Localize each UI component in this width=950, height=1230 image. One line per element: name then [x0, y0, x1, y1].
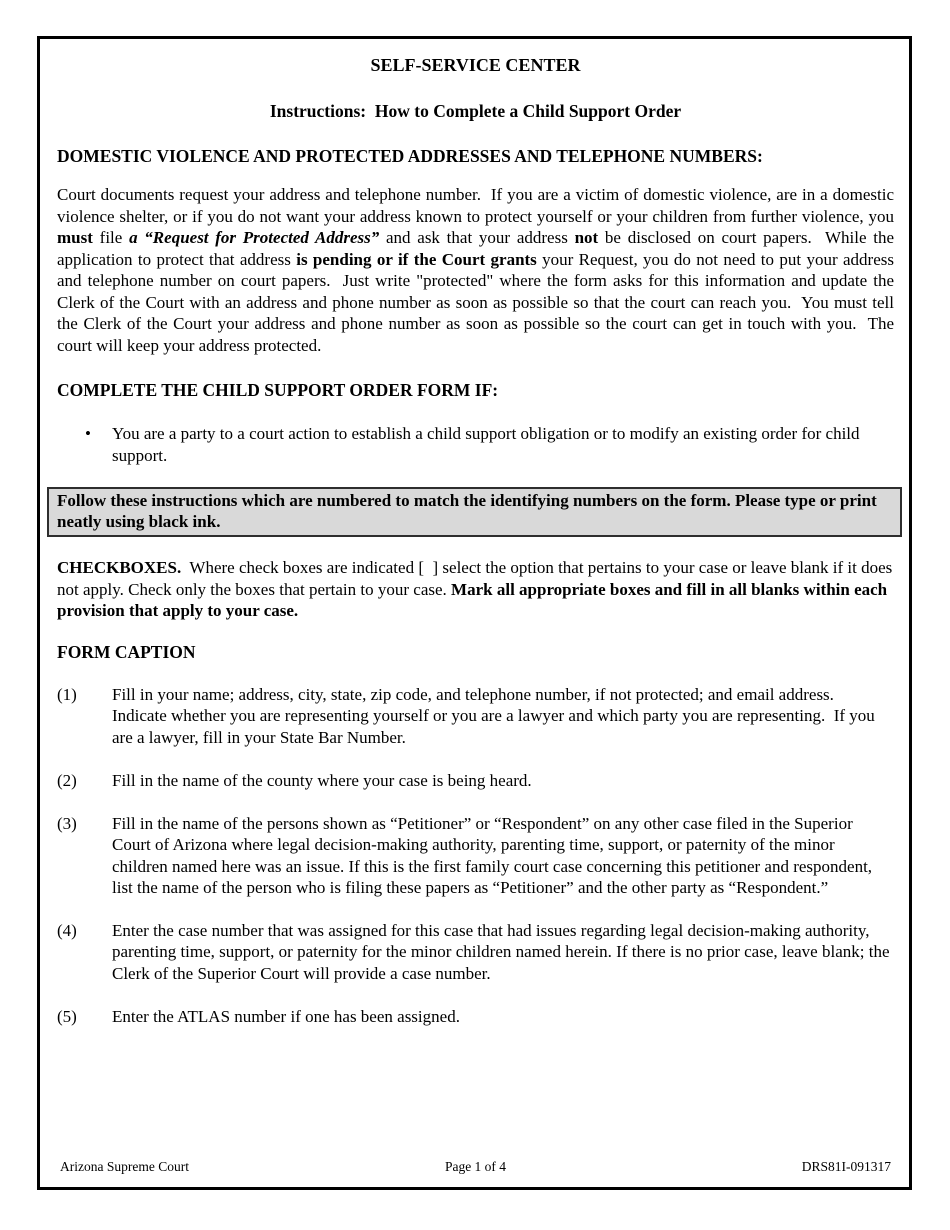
- notice-box: [47, 487, 902, 537]
- item-text: Fill in the name of the persons shown as “Petitioner” or “Respondent” on any other case filed in the Superior Court of Arizona where legal decision-making authority, parenting time, support, or paternity of the minor children named here was an issue. If this is the first family court case concerning this petitioner and respondent, list the name of the person who is filing these papers as “Petitioner” and the other party as “Respondent.”: [112, 813, 877, 897]
- footer-page-number: Page 1 of 4: [444, 1159, 507, 1174]
- checkboxes-paragraph: [57, 557, 897, 622]
- domestic-violence-paragraph: [57, 184, 899, 356]
- numbered-item-4: [57, 920, 894, 985]
- text-run: your Request, you do not need to put your address and telephone number on court papers. Just write "protected" where the form asks for this information and update the Clerk of the Court with an address and phone number as soon as possible so that the court can reach you. You must tell the Clerk of the Court your address and phone number as soon as possible so the court can get in touch with you. The court will keep your address protected.: [57, 249, 899, 355]
- document-subtitle: Instructions: How to Complete a Child Support Order: [269, 101, 682, 121]
- item-text: Fill in your name; address, city, state, zip code, and telephone number, if not protected; and email address. Indicate whether you are representing yourself or you are a lawyer and which party you are representing. If you are a lawyer, fill in your State Bar Number.: [112, 684, 880, 747]
- complete-form-heading: COMPLETE THE CHILD SUPPORT ORDER FORM IF:: [57, 380, 499, 400]
- text-run: file: [92, 228, 130, 247]
- numbered-item-3: [57, 813, 894, 899]
- item-number: (4): [57, 920, 77, 940]
- text-run: CHECKBOXES.: [57, 558, 182, 577]
- numbered-item-1: [57, 684, 894, 749]
- item-text: Fill in the name of the county where your case is being heard.: [112, 771, 532, 790]
- document-title: SELF-SERVICE CENTER: [370, 55, 581, 75]
- domestic-violence-heading: DOMESTIC VIOLENCE AND PROTECTED ADDRESSES AND TELEPHONE NUMBERS:: [57, 146, 763, 166]
- page-border-frame: [37, 36, 912, 1190]
- numbered-item-2: [57, 770, 894, 792]
- item-number: (1): [57, 684, 77, 704]
- text-run: Court documents request your address and telephone number. If you are a victim of domestic violence, are in a domestic violence shelter, or if you do not want your address known to protect yourself or your children from further violence, you: [57, 185, 899, 226]
- bullet-item: [57, 423, 894, 466]
- footer-court-name: Arizona Supreme Court: [60, 1159, 189, 1174]
- text-run: be disclosed on court papers. While the application to protect that address: [57, 228, 899, 269]
- item-number: (2): [57, 771, 77, 790]
- text-run: must: [57, 228, 93, 247]
- text-run: a “Request for Protected Address”: [129, 228, 380, 247]
- text-run: and ask that your address: [379, 228, 575, 247]
- footer-form-number: DRS81I-091317: [801, 1159, 891, 1174]
- text-run: not: [574, 228, 599, 247]
- numbered-item-5: [57, 1006, 894, 1028]
- item-number: (3): [57, 813, 77, 833]
- text-run: Where check boxes are indicated [ ] select the option that pertains to your case or leave blank if it does not apply. Check only the boxes that pertain to your case.: [57, 558, 897, 599]
- text-run: is pending or if the Court grants: [296, 249, 537, 269]
- item-text: Enter the case number that was assigned for this case that had issues regarding legal decision-making authority, parenting time, support, or paternity for the minor children named herein. If there is no prior case, leave blank; the Clerk of the Superior Court will provide a case number.: [112, 920, 894, 983]
- item-number: (5): [57, 1007, 77, 1026]
- bullet-icon: •: [85, 424, 91, 443]
- bullet-item-text: You are a party to a court action to establish a child support obligation or to modify an existing order for child support.: [112, 424, 864, 465]
- text-run: Mark all appropriate boxes and fill in all blanks within each provision that apply to your case.: [57, 579, 892, 620]
- item-text: Enter the ATLAS number if one has been assigned.: [112, 1007, 460, 1026]
- page-footer: [60, 1159, 891, 1174]
- notice-box-text: Follow these instructions which are numbered to match the identifying numbers on the form. Please type or print neatly using black ink.: [57, 491, 877, 531]
- form-caption-heading: FORM CAPTION: [57, 641, 196, 662]
